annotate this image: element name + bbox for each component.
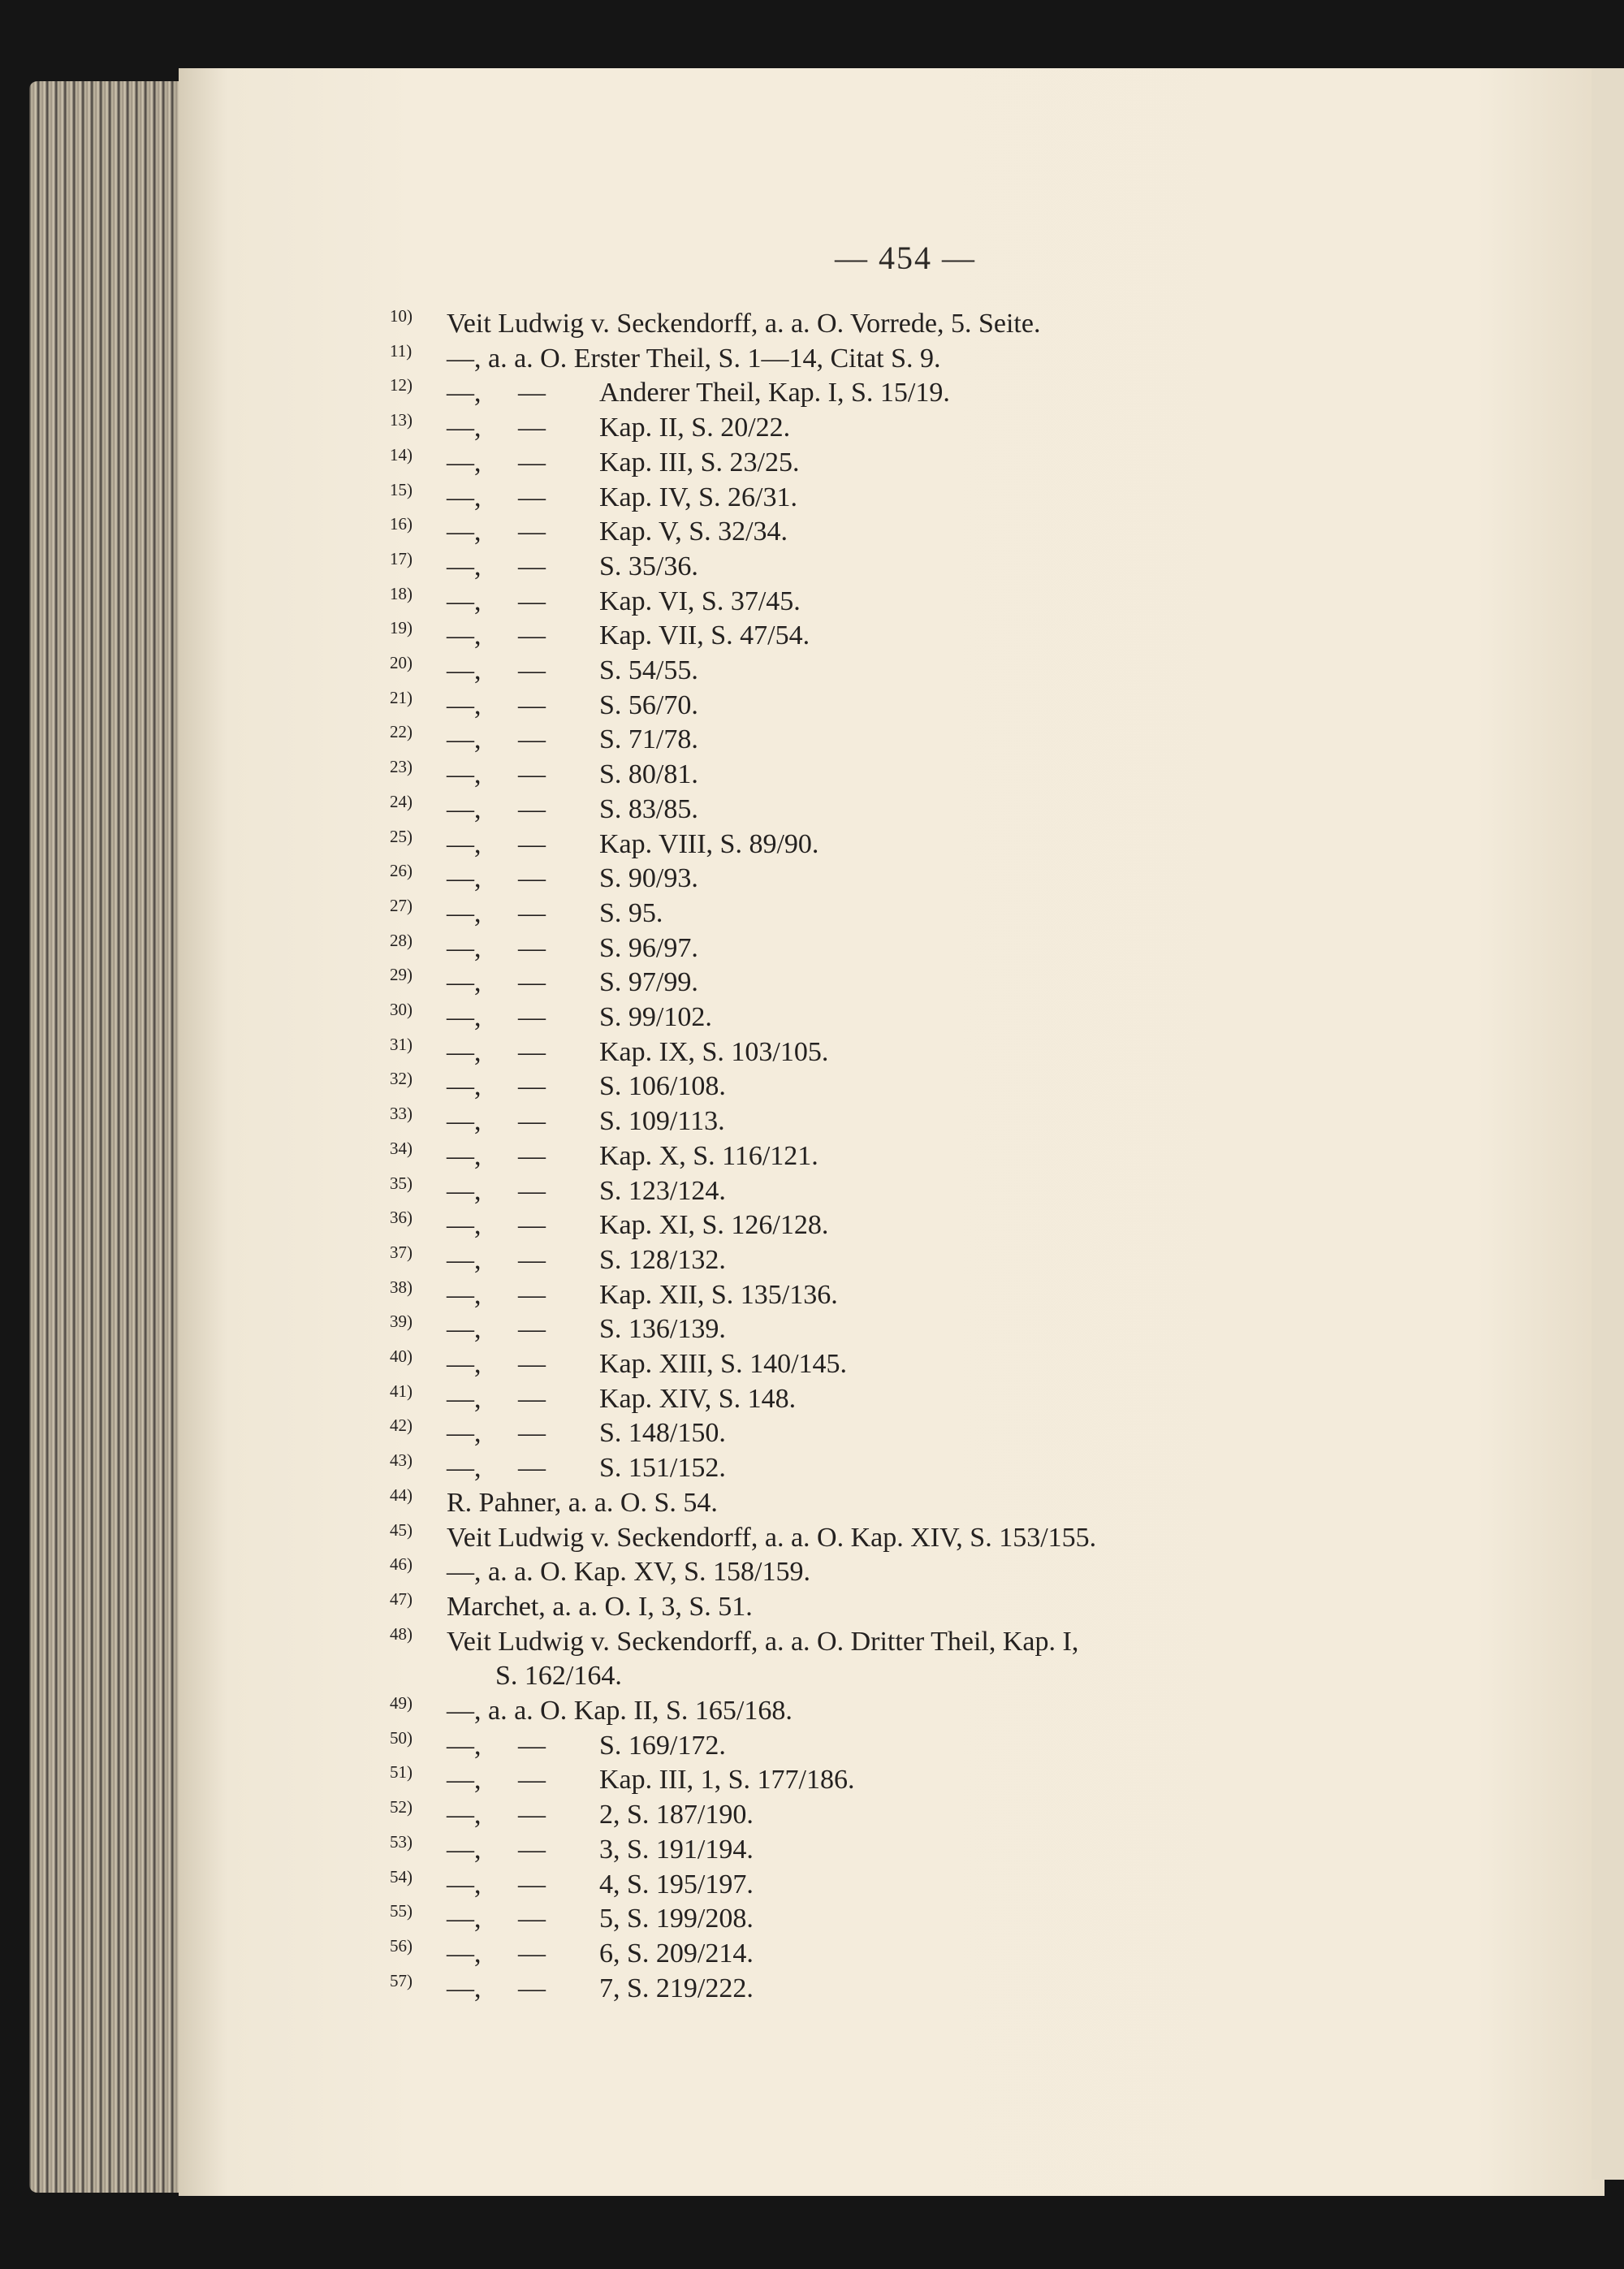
footnote-number: 37) [390,1242,412,1262]
footnote-number: 55) [390,1901,412,1921]
footnote-ref: S. 80/81. [599,759,698,790]
footnote-ref: Kap. VI, S. 37/45. [599,586,801,616]
footnote-number: 16) [390,514,412,534]
footnote-ref: S. 169/172. [599,1730,726,1761]
footnote-ref: Kap. XIII, S. 140/145. [599,1349,848,1379]
footnote-number: 25) [390,826,412,846]
footnote-number: 36) [390,1208,412,1228]
footnote-ditto: — [518,620,546,651]
footnote-ditto: — [518,1002,546,1032]
footnote-ditto: — [518,586,546,616]
footnote-ref: S. 99/102. [599,1002,712,1032]
footnote-number: 13) [390,410,412,430]
footnote-number: 50) [390,1727,412,1748]
footnote-dash: —, [447,828,482,859]
footnote-number: 30) [390,1000,412,1019]
footnote-number: 57) [390,1970,412,1990]
footnote-ref: Kap. XI, S. 126/128. [599,1210,829,1241]
footnote-ref: S. 109/113. [599,1106,725,1137]
footnote-ref: S. 148/150. [599,1418,726,1449]
footnote-number: 48) [390,1623,412,1644]
footnote-ref: Anderer Theil, Kap. I, S. 15/19. [599,378,950,408]
footnote-dash: —, [447,1800,482,1830]
footnote-ref: Kap. II, S. 20/22. [599,413,791,443]
footnote-dash: —, [447,516,482,547]
footnote-dash: —, [447,793,482,824]
footnote-dash: —, [447,1938,482,1969]
footnote-number: 38) [390,1277,412,1297]
footnote-text: —, a. a. O. Kap. II, S. 165/168. [447,1696,793,1726]
footnote-dash: —, [447,1869,482,1899]
footnote-ditto: — [518,1453,546,1484]
footnote-ref: S. 151/152. [599,1453,726,1484]
footnote-ref: S. 35/36. [599,551,698,581]
footnote-number: 26) [390,861,412,881]
footnote-dash: —, [447,1140,482,1171]
footnote-ref: Kap. III, S. 23/25. [599,447,800,478]
footnote-dash: —, [447,1453,482,1484]
footnote-ditto: — [518,724,546,755]
footnote-ditto: — [518,1383,546,1414]
footnote-dash: —, [447,1765,482,1796]
footnote-dash: —, [447,1418,482,1449]
footnote-dash: —, [447,967,482,998]
footnote-ref: 6, S. 209/214. [599,1938,754,1969]
footnote-number: 10) [390,306,412,326]
footnote-ref: 2, S. 187/190. [599,1800,754,1830]
footnote-ref: S. 96/97. [599,932,698,963]
footnote-ditto: — [518,897,546,928]
footnote-text: Veit Ludwig v. Seckendorff, a. a. O. Vorrede, 5. Seite. [447,309,1041,339]
footnote-ditto: — [518,1036,546,1067]
footnote-number: 49) [390,1693,412,1713]
footnote-ditto: — [518,1314,546,1345]
footnote-dash: —, [447,897,482,928]
footnote-number: 53) [390,1831,412,1852]
footnote-number: 12) [390,375,412,395]
footnote-dash: —, [447,551,482,581]
footnote-dash: —, [447,932,482,963]
footnote-ref: S. 54/55. [599,655,698,685]
footnote-ditto: — [518,1938,546,1969]
footnote-number: 41) [390,1381,412,1401]
footnote-ref: S. 106/108. [599,1071,726,1102]
footnote-text: Veit Ludwig v. Seckendorff, a. a. O. Kap. XIV, S. 153/155. [447,1522,1097,1553]
footnote-number: 11) [390,340,412,361]
footnote-dash: —, [447,586,482,616]
footnote-ref: Kap. VII, S. 47/54. [599,620,810,651]
footnote-ditto: — [518,551,546,581]
footnote-text: S. 162/164. [495,1661,622,1692]
footnote-text: —, a. a. O. Erster Theil, S. 1—14, Citat S. 9. [447,343,941,374]
footnote-number: 29) [390,965,412,985]
footnote-dash: —, [447,1175,482,1206]
footnote-number: 43) [390,1450,412,1471]
footnote-ditto: — [518,516,546,547]
footnote-number: 34) [390,1138,412,1158]
footnote-number: 46) [390,1554,412,1575]
footnote-text: R. Pahner, a. a. O. S. 54. [447,1487,718,1518]
footnote-number: 15) [390,479,412,499]
footnote-number: 28) [390,930,412,950]
footnote-ref: S. 136/139. [599,1314,726,1345]
footnote-dash: —, [447,413,482,443]
footnote-number: 23) [390,757,412,777]
footnote-dash: —, [447,1036,482,1067]
footnote-ditto: — [518,1210,546,1241]
footnote-dash: —, [447,1106,482,1137]
footnote-dash: —, [447,759,482,790]
footnote-ditto: — [518,793,546,824]
footnote-dash: —, [447,1383,482,1414]
footnote-ditto: — [518,1869,546,1899]
footnote-ditto: — [518,863,546,894]
footnote-ref: Kap. XII, S. 135/136. [599,1279,838,1310]
footnote-ditto: — [518,1175,546,1206]
footnote-dash: —, [447,1279,482,1310]
footnote-number: 51) [390,1762,412,1783]
footnote-ditto: — [518,1140,546,1171]
footnote-ref: S. 83/85. [599,793,698,824]
footnote-dash: —, [447,1973,482,2003]
footnote-number: 18) [390,583,412,603]
footnote-text: Marchet, a. a. O. I, 3, S. 51. [447,1591,753,1622]
footnote-dash: —, [447,655,482,685]
footnote-number: 14) [390,444,412,465]
footnote-ref: S. 95. [599,897,663,928]
footnote-dash: —, [447,447,482,478]
footnote-ref: Kap. III, 1, S. 177/186. [599,1765,855,1796]
footnote-dash: —, [447,1210,482,1241]
footnote-ref: S. 90/93. [599,863,698,894]
footnote-dash: —, [447,1244,482,1275]
footnote-ditto: — [518,413,546,443]
footnote-number: 35) [390,1173,412,1193]
footnote-ditto: — [518,1765,546,1796]
footnote-ref: 7, S. 219/222. [599,1973,754,2003]
footnote-dash: —, [447,1002,482,1032]
footnote-dash: —, [447,1904,482,1934]
footnote-number: 24) [390,791,412,811]
footnote-ditto: — [518,759,546,790]
footnote-ref: Kap. VIII, S. 89/90. [599,828,819,859]
footnote-dash: —, [447,620,482,651]
footnote-number: 32) [390,1069,412,1089]
footnote-ref: 4, S. 195/197. [599,1869,754,1899]
footnote-ditto: — [518,1279,546,1310]
footnote-ditto: — [518,828,546,859]
footnote-dash: —, [447,1834,482,1865]
footnote-dash: —, [447,863,482,894]
footnote-ditto: — [518,378,546,408]
footnote-ref: Kap. V, S. 32/34. [599,516,788,547]
footnote-dash: —, [447,482,482,512]
footnote-ref: S. 71/78. [599,724,698,755]
footnote-ditto: — [518,1244,546,1275]
footnote-number: 27) [390,895,412,915]
footnote-ditto: — [518,932,546,963]
page-number: — 454 — [835,240,976,276]
footnote-number: 19) [390,618,412,638]
footnote-dash: —, [447,1730,482,1761]
footnote-dash: —, [447,689,482,720]
footnote-number: 33) [390,1104,412,1124]
footnote-ditto: — [518,1904,546,1934]
footnote-text: —, a. a. O. Kap. XV, S. 158/159. [447,1557,810,1588]
footnote-dash: —, [447,378,482,408]
footnote-ditto: — [518,447,546,478]
footnote-ref: Kap. X, S. 116/121. [599,1140,818,1171]
footnote-ref: S. 123/124. [599,1175,726,1206]
footnote-ref: 5, S. 199/208. [599,1904,754,1934]
footnote-ref: Kap. IX, S. 103/105. [599,1036,829,1067]
footnote-number: 47) [390,1588,412,1609]
footnote-ditto: — [518,1071,546,1102]
footnote-ditto: — [518,1800,546,1830]
footnote-number: 40) [390,1346,412,1366]
footnote-number: 54) [390,1866,412,1887]
footnote-number: 39) [390,1312,412,1332]
footnote-dash: —, [447,1314,482,1345]
footnote-ditto: — [518,1973,546,2003]
footnote-number: 22) [390,722,412,742]
footnote-number: 56) [390,1935,412,1956]
footnote-ditto: — [518,482,546,512]
footnote-ref: S. 56/70. [599,689,698,720]
footnote-ref: Kap. IV, S. 26/31. [599,482,797,512]
footnote-dash: —, [447,724,482,755]
footnote-ditto: — [518,967,546,998]
footnote-number: 52) [390,1797,412,1817]
footnote-number: 21) [390,687,412,707]
footnote-text: Veit Ludwig v. Seckendorff, a. a. O. Dritter Theil, Kap. I, [447,1626,1079,1657]
footnote-ditto: — [518,1834,546,1865]
footnote-number: 31) [390,1034,412,1054]
footnote-ref: S. 97/99. [599,967,698,998]
footnote-number: 17) [390,548,412,568]
footnote-ditto: — [518,655,546,685]
footnote-ditto: — [518,1730,546,1761]
footnote-number: 45) [390,1519,412,1540]
footnote-ditto: — [518,1418,546,1449]
footnote-dash: —, [447,1349,482,1379]
footnote-number: 20) [390,653,412,672]
footnote-number: 42) [390,1415,412,1436]
footnote-number: 44) [390,1485,412,1505]
footnote-ditto: — [518,1349,546,1379]
footnote-ref: S. 128/132. [599,1244,726,1275]
footnote-dash: —, [447,1071,482,1102]
footnote-ditto: — [518,689,546,720]
footnote-ref: 3, S. 191/194. [599,1834,754,1865]
footnote-ref: Kap. XIV, S. 148. [599,1383,797,1414]
footnote-ditto: — [518,1106,546,1137]
